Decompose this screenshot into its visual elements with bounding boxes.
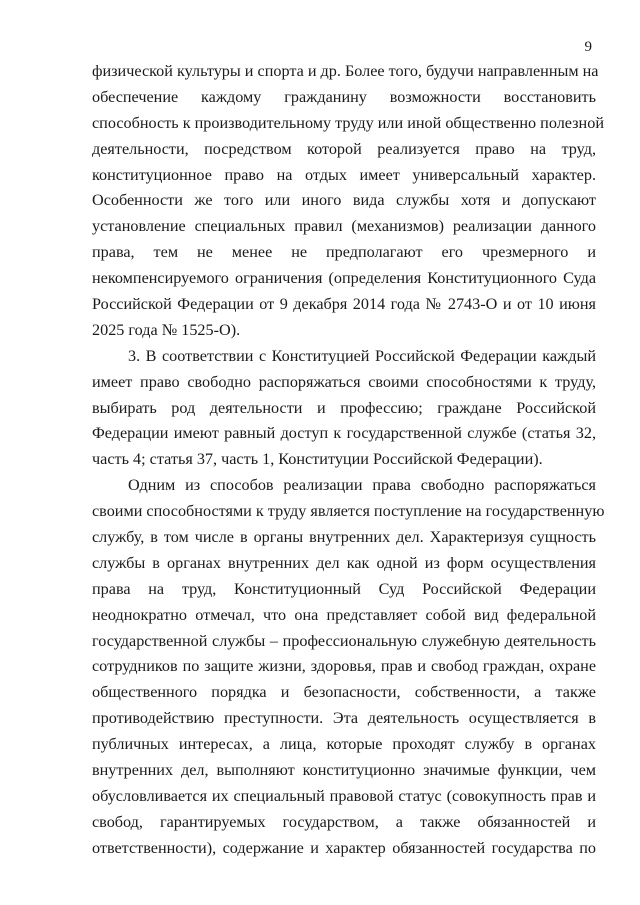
text-line: 3. В соответствии с Конституцией Российской Федерации каждый (128, 346, 596, 365)
text-line: публичных интересах, а лица, которые проходят службу в органах (92, 735, 596, 754)
body-text (92, 59, 605, 862)
text-line: обеспечение каждому гражданину возможности восстановить (92, 87, 596, 106)
text-line: конституционное право на отдых имеет универсальный характер. (92, 165, 596, 184)
text-line: способность к производительному труду или иной общественно полезной (92, 113, 604, 132)
text-line: установление специальных правил (механизмов) реализации данного (92, 217, 596, 236)
text-line: права на труд, Конституционный Суд Российской Федерации (92, 579, 596, 598)
text-line: Федерации имеют равный доступ к государственной службе (статья 32, (92, 424, 596, 443)
text-line: 2025 года № 1525-О). (92, 320, 241, 339)
text-line: права, тем не менее не предполагают его чрезмерного и (92, 243, 596, 262)
text-line: имеет право свободно распоряжаться своими способностями к труду, (92, 372, 596, 391)
text-line: службу, в том числе в органы внутренних дел. Характеризуя сущность (92, 528, 596, 547)
text-line: свобод, гарантируемых государством, а также обязанностей и (92, 812, 596, 831)
text-line: Российской Федерации от 9 декабря 2014 года № 2743-О и от 10 июня (92, 295, 596, 314)
text-line: государственной службы – профессиональную служебную деятельность (92, 631, 596, 650)
text-line: сотрудников по защите жизни, здоровья, прав и свобод граждан, охране (92, 657, 596, 676)
text-line: часть 4; статья 37, часть 1, Конституции Российской Федерации). (92, 450, 543, 469)
text-line: обусловливается их специальный правовой статус (совокупность прав и (92, 786, 596, 805)
text-line: физической культуры и спорта и др. Более того, будучи направленным на (92, 62, 599, 80)
text-line: ответственности), содержание и характер обязанностей государства по (92, 838, 596, 857)
text-line: общественного порядка и безопасности, собственности, а также (92, 683, 596, 702)
text-line: выбирать род деятельности и профессию; граждане Российской (92, 398, 596, 417)
text-line: службы в органах внутренних дел как одной из форм осуществления (92, 553, 596, 572)
page-number: 9 (584, 39, 592, 55)
text-line: своими способностями к труду является поступление на государственную (92, 502, 605, 521)
text-line: Особенности же того или иного вида службы хотя и допускают (92, 191, 596, 210)
text-line: внутренних дел, выполняют конституционно значимые функции, чем (92, 761, 596, 780)
text-line: Одним из способов реализации права свободно распоряжаться (128, 476, 596, 495)
text-line: неоднократно отмечал, что она представляет собой вид федеральной (92, 605, 596, 624)
text-line: некомпенсируемого ограничения (определения Конституционного Суда (92, 269, 596, 288)
text-line: противодействию преступности. Эта деятельность осуществляется в (92, 709, 596, 728)
text-line: деятельности, посредством которой реализуется право на труд, (92, 139, 596, 158)
